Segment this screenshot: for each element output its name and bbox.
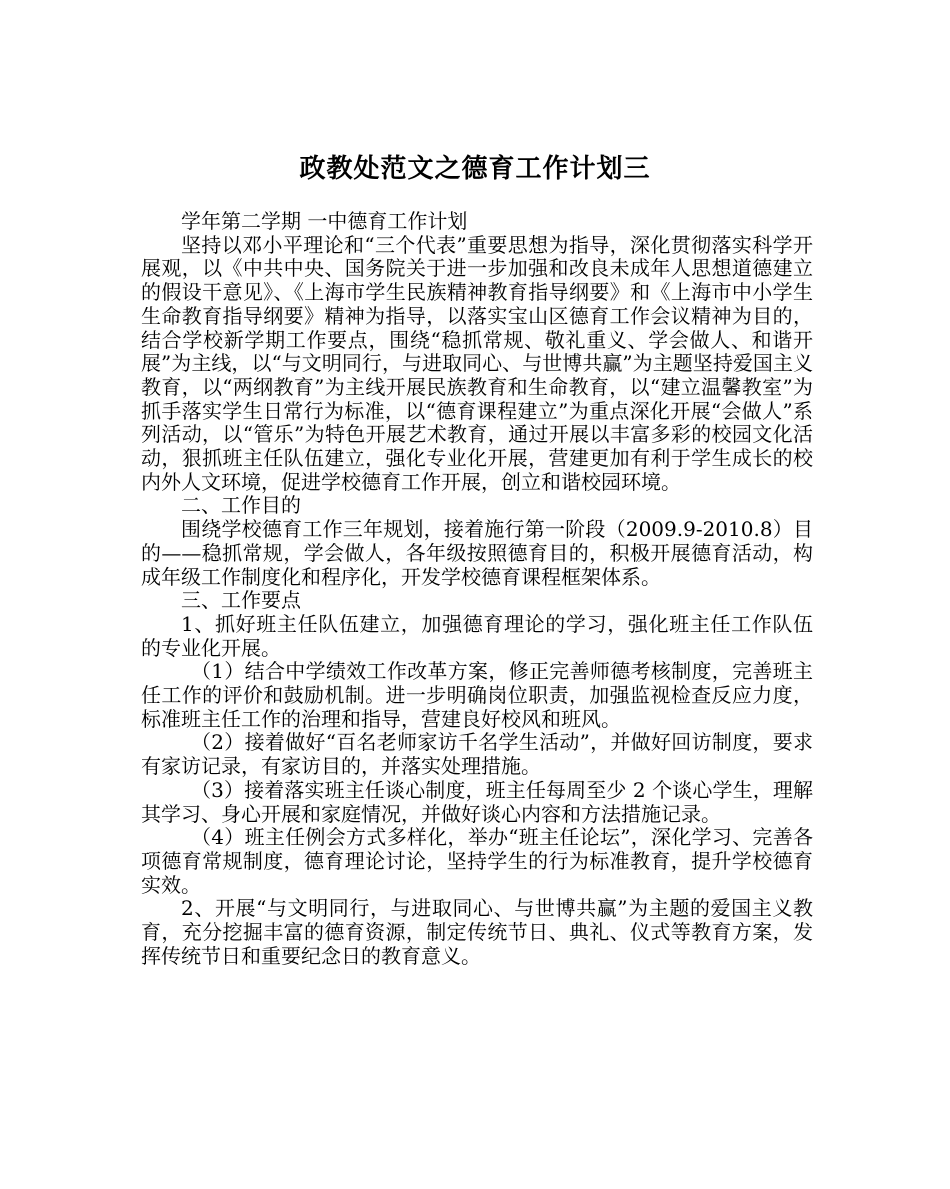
work-point-1-item-4: （4）班主任例会方式多样化，举办“班主任论坛”，深化学习、完善各项德育常规制度，德育理论讨论，坚持学生的行为标准教育，提升学校德育实效。 [141, 825, 813, 897]
document-body [141, 210, 813, 969]
semester-heading: 学年第二学期 一中德育工作计划 [181, 209, 468, 233]
document-title: 政教处范文之德育工作计划三 [299, 154, 651, 185]
work-point-2: 2、开展“与文明同行，与进取同心、与世博共赢”为主题的爱国主义教育，充分挖掘丰富的德育资源，制定传统节日、典礼、仪式等教育方案，发挥传统节日和重要纪念日的教育意义。 [141, 896, 813, 968]
section-heading-work-goals: 二、工作目的 [181, 493, 301, 518]
guiding-ideology-paragraph: 坚持以邓小平理论和“三个代表”重要思想为指导，深化贯彻落实科学开展观，以《中共中央、国务院关于进一步加强和改良未成年人思想道德建立的假设干意见》、《上海市学生民族精神教育指导纲要》和《上海市中小学生生命教育指导纲要》精神为指导，以落实宝山区德育工作会议精神为目的，结合学校新学期工作要点，围绕“稳抓常规、敬礼重义、学会做人、和谐开展”为主线，以“与文明同行，与进取同心、与世博共赢”为主题坚持爱国主义教育，以“两纲教育”为主线开展民族教育和生命教育，以“建立温馨教室”为抓手落实学生日常行为标准，以“德育课程建立”为重点深化开展“会做人”系列活动，以“管乐”为特色开展艺术教育，通过开展以丰富多彩的校园文化活动，狠抓班主任队伍建立，强化专业化开展，营建更加有利于学生成长的校内外人文环境，促进学校德育工作开展，创立和谐校园环境。 [141, 232, 813, 494]
work-point-1-item-1: （1）结合中学绩效工作改革方案，修正完善师德考核制度，完善班主任工作的评价和鼓励机制。进一步明确岗位职责，加强监视检查反应力度，标准班主任工作的治理和指导，营建良好校风和班风。 [141, 659, 813, 731]
work-point-1-item-3: （3）接着落实班主任谈心制度，班主任每周至少 2 个谈心学生，理解其学习、身心开展和家庭情况，并做好谈心内容和方法措施记录。 [141, 777, 813, 826]
work-goals-paragraph: 围绕学校德育工作三年规划，接着施行第一阶段（2009.9-2010.8）目的——稳抓常规，学会做人，各年级按照德育目的，积极开展德育活动，构成年级工作制度化和程序化，开发学校德育课程框架体系。 [141, 517, 813, 589]
work-point-1-item-2: （2）接着做好“百名老师家访千名学生活动”，并做好回访制度，要求有家访记录，有家访目的，并落实处理措施。 [141, 730, 813, 779]
work-point-1: 1、抓好班主任队伍建立，加强德育理论的学习，强化班主任工作队伍的专业化开展。 [141, 611, 813, 660]
section-heading-work-points: 三、工作要点 [181, 588, 301, 613]
